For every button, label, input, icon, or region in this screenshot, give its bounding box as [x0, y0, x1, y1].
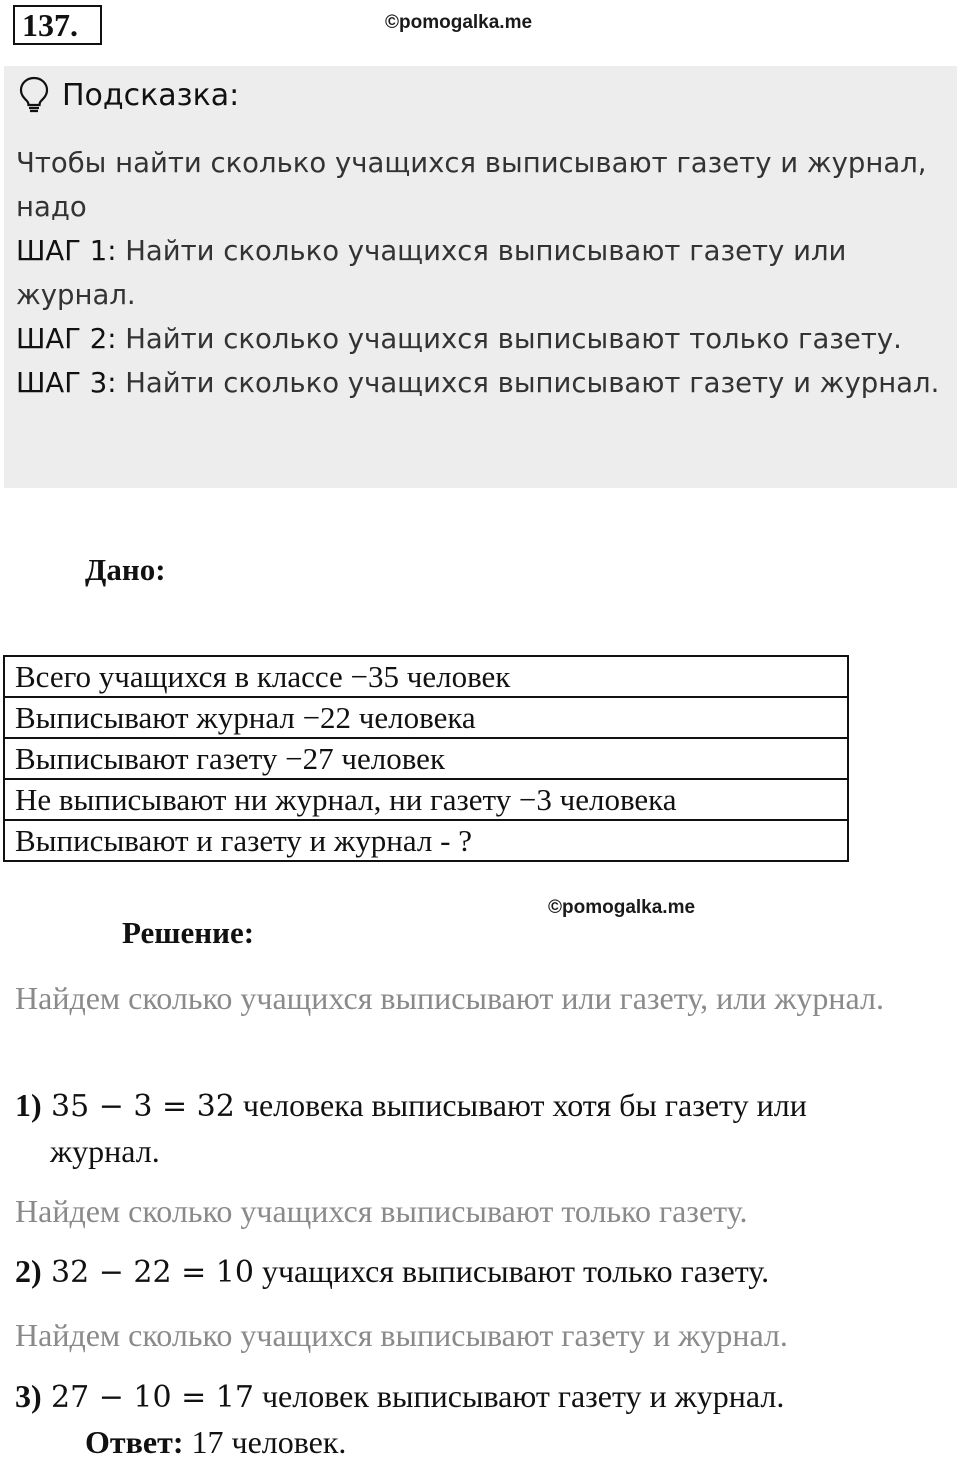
given-cell: Выписывают и газету и журнал - ? [4, 820, 848, 861]
answer [85, 1419, 346, 1465]
step-equation: 35 − 3 = 32 [51, 1089, 235, 1124]
given-cell: Не выписывают ни журнал, ни газету −3 человека [4, 779, 848, 820]
solution-step-1 [15, 1082, 945, 1130]
hint-intro: Чтобы найти сколько учащихся выписывают газету и журнал, надо [16, 147, 927, 223]
table-row [4, 779, 848, 820]
given-cell: Выписывают газету −27 человек [4, 738, 848, 779]
solution-step-1-continuation: журнал. [50, 1133, 160, 1169]
step-text: человек выписывают газету и журнал. [253, 1378, 785, 1414]
answer-text: 17 человек. [183, 1424, 347, 1460]
hint-step-label: ШАГ 1: [16, 235, 117, 267]
step-text: человека выписывают хотя бы газету или [234, 1087, 807, 1123]
table-row [4, 656, 848, 697]
step-number: 2) [15, 1253, 42, 1289]
table-row [4, 738, 848, 779]
hint-box [4, 66, 957, 488]
given-cell: Выписывают журнал −22 человека [4, 697, 848, 738]
table-row [4, 697, 848, 738]
solution-label: Решение: [122, 915, 255, 950]
given-cell: Всего учащихся в классе −35 человек [4, 656, 848, 697]
explanation-3: Найдем сколько учащихся выписывают газету и журнал. [15, 1317, 788, 1353]
task-number: 137. [13, 5, 102, 45]
hint-text [16, 141, 946, 405]
hint-step-text: Найти сколько учащихся выписывают газету и журнал. [116, 367, 940, 399]
step-equation: 27 − 10 = 17 [51, 1380, 254, 1415]
step-number: 1) [15, 1087, 42, 1123]
explanation-2: Найдем сколько учащихся выписывают только газету. [15, 1193, 748, 1229]
step-equation: 32 − 22 = 10 [51, 1255, 254, 1290]
explanation-1: Найдем сколько учащихся выписывают или газету, или журнал. [15, 980, 884, 1016]
answer-label: Ответ: [85, 1424, 184, 1460]
hint-step-2 [16, 317, 946, 361]
given-table [3, 655, 849, 862]
step-number: 3) [15, 1378, 42, 1414]
hint-step-text: Найти сколько учащихся выписывают только газету. [116, 323, 902, 355]
solution-step-3 [15, 1373, 784, 1421]
hint-title [18, 76, 239, 114]
hint-step-1 [16, 229, 946, 317]
table-row [4, 820, 848, 861]
hint-step-label: ШАГ 3: [16, 367, 117, 399]
lightbulb-icon [18, 76, 50, 114]
hint-step-text: Найти сколько учащихся выписывают газету или журнал. [16, 235, 847, 311]
hint-step-label: ШАГ 2: [16, 323, 117, 355]
step-text: учащихся выписывают только газету. [253, 1253, 770, 1289]
hint-title-text: Подсказка: [62, 77, 240, 113]
watermark-top: ©pomogalka.me [385, 12, 533, 33]
solution-step-2 [15, 1248, 769, 1296]
hint-step-3 [16, 361, 946, 405]
given-label: Дано: [85, 552, 166, 587]
watermark-middle: ©pomogalka.me [548, 897, 696, 918]
